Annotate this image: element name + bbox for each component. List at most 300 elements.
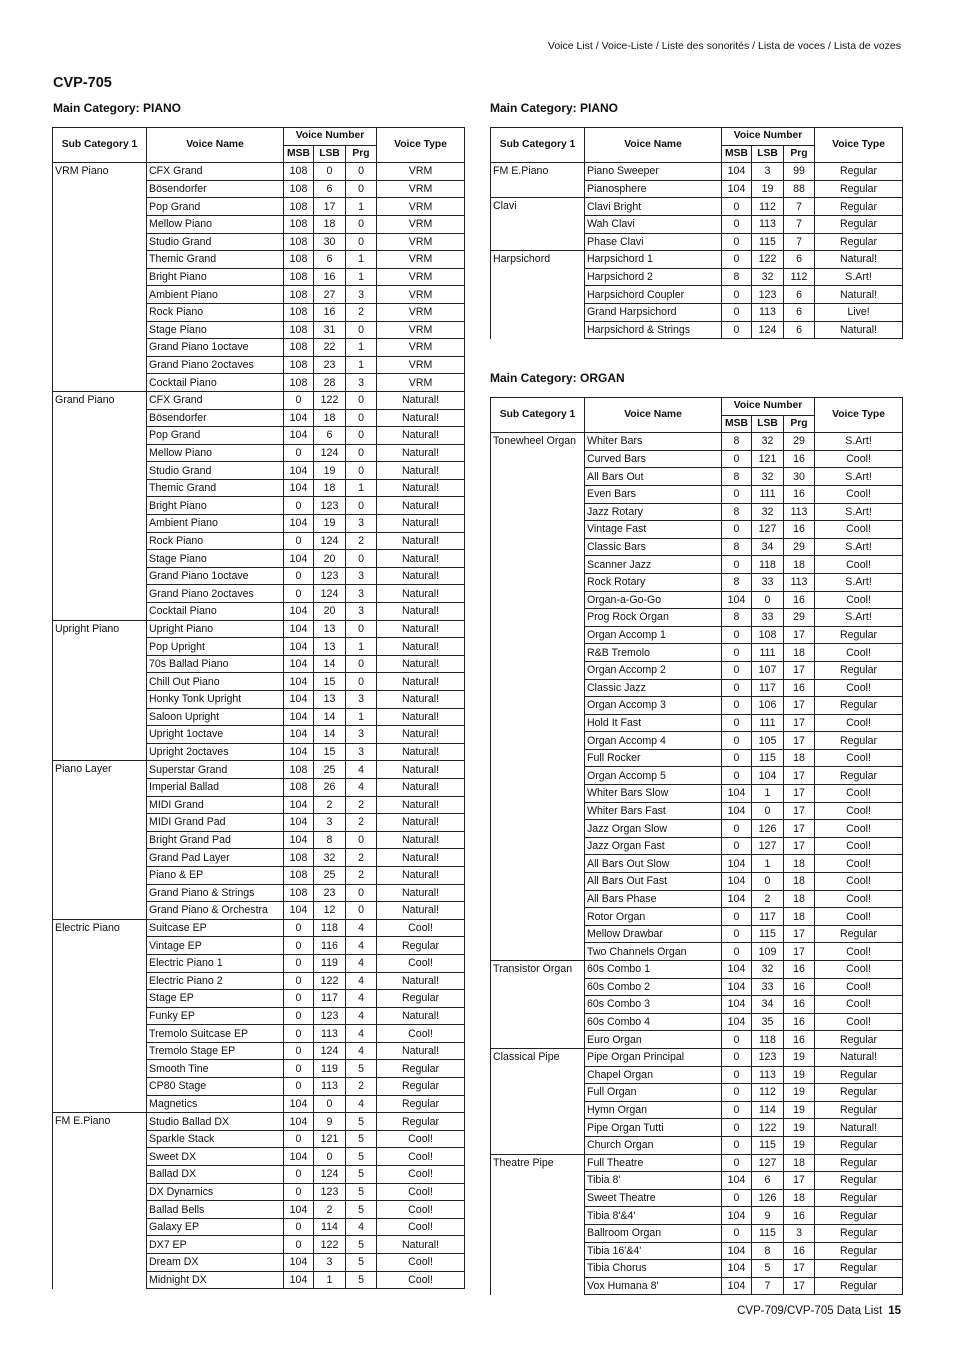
prg-cell: 2: [346, 796, 377, 814]
prg-cell: 5: [346, 1060, 377, 1078]
lsb-cell: 122: [752, 1119, 784, 1137]
voice-type-cell: Cool!: [815, 714, 903, 732]
lsb-cell: 126: [752, 1189, 784, 1207]
prg-cell: 17: [784, 697, 815, 715]
msb-cell: 0: [722, 1048, 752, 1066]
prg-cell: 16: [784, 1242, 815, 1260]
model-title: CVP-705: [53, 75, 112, 91]
lsb-cell: 124: [314, 532, 346, 550]
prg-cell: 19: [784, 1119, 815, 1137]
lsb-cell: 121: [314, 1130, 346, 1148]
msb-cell: 0: [284, 532, 314, 550]
msb-cell: 0: [722, 820, 752, 838]
prg-cell: 4: [346, 1095, 377, 1113]
lsb-cell: 3: [314, 1254, 346, 1272]
lsb-cell: 1: [752, 855, 784, 873]
voice-name-cell: Bright Piano: [147, 497, 284, 515]
voice-name-cell: Harpsichord 2: [585, 268, 722, 286]
lsb-cell: 127: [752, 521, 784, 539]
lsb-cell: 9: [752, 1207, 784, 1225]
sub-category-cell: Classical Pipe: [491, 1048, 585, 1154]
prg-cell: 4: [346, 1025, 377, 1043]
prg-cell: 5: [346, 1236, 377, 1254]
prg-cell: 0: [346, 444, 377, 462]
prg-cell: 17: [784, 837, 815, 855]
msb-cell: 0: [722, 1119, 752, 1137]
voice-type-cell: Natural!: [377, 866, 465, 884]
table-row: [53, 919, 465, 937]
msb-cell: 104: [284, 726, 314, 744]
msb-cell: 104: [284, 620, 314, 638]
prg-cell: 4: [346, 990, 377, 1008]
lsb-cell: 32: [752, 503, 784, 521]
voice-type-cell: Natural!: [377, 391, 465, 409]
lsb-cell: 18: [314, 479, 346, 497]
prg-cell: 17: [784, 820, 815, 838]
voice-type-cell: S.Art!: [815, 268, 903, 286]
table-row: [491, 1048, 903, 1066]
msb-cell: 0: [284, 497, 314, 515]
msb-cell: 0: [722, 943, 752, 961]
voice-type-cell: Natural!: [377, 550, 465, 568]
voice-name-cell: Organ Accomp 3: [585, 697, 722, 715]
lsb-cell: 32: [752, 468, 784, 486]
voice-type-cell: Regular: [377, 1095, 465, 1113]
voice-name-cell: Grand Piano & Strings: [147, 884, 284, 902]
prg-cell: 17: [784, 802, 815, 820]
voice-name-cell: Sweet Theatre: [585, 1189, 722, 1207]
sub-category-cell: Piano Layer: [53, 761, 147, 919]
voice-type-cell: Regular: [815, 1154, 903, 1172]
lsb-cell: 33: [752, 609, 784, 627]
msb-cell: 0: [284, 1007, 314, 1025]
msb-cell: 0: [722, 198, 752, 216]
lsb-cell: 118: [752, 1031, 784, 1049]
voice-name-cell: Bright Piano: [147, 268, 284, 286]
voice-type-cell: Cool!: [377, 1130, 465, 1148]
sub-category-cell: Upright Piano: [53, 620, 147, 761]
running-header: Voice List / Voice-Liste / Liste des sonorités / Lista de voces / Lista de vozes: [547, 40, 901, 52]
voice-type-cell: Natural!: [377, 1007, 465, 1025]
lsb-cell: 123: [752, 286, 784, 304]
lsb-cell: 124: [314, 1166, 346, 1184]
voice-name-cell: Ballad Bells: [147, 1201, 284, 1219]
lsb-cell: 2: [314, 796, 346, 814]
msb-cell: 0: [722, 767, 752, 785]
voice-name-cell: Whiter Bars Fast: [585, 802, 722, 820]
prg-cell: 1: [346, 638, 377, 656]
organ-voice-table: [490, 397, 903, 1295]
lsb-cell: 113: [752, 1066, 784, 1084]
voice-type-cell: Natural!: [377, 620, 465, 638]
prg-cell: 3: [346, 603, 377, 621]
prg-cell: 6: [784, 251, 815, 269]
lsb-cell: 123: [314, 1007, 346, 1025]
voice-type-cell: VRM: [377, 303, 465, 321]
voice-type-cell: Natural!: [377, 902, 465, 920]
msb-cell: 104: [284, 691, 314, 709]
prg-cell: 2: [346, 849, 377, 867]
msb-cell: 0: [722, 1136, 752, 1154]
prg-cell: 2: [346, 1078, 377, 1096]
voice-type-cell: Natural!: [377, 972, 465, 990]
prg-cell: 113: [784, 573, 815, 591]
voice-type-cell: Natural!: [377, 884, 465, 902]
voice-name-cell: Sweet DX: [147, 1148, 284, 1166]
msb-cell: 0: [284, 954, 314, 972]
lsb-cell: 124: [314, 444, 346, 462]
lsb-cell: 119: [314, 954, 346, 972]
msb-cell: 104: [284, 638, 314, 656]
table-row: [53, 620, 465, 638]
lsb-cell: 1: [752, 785, 784, 803]
msb-cell: 108: [284, 866, 314, 884]
prg-cell: 16: [784, 485, 815, 503]
msb-cell: 0: [284, 585, 314, 603]
msb-cell: 0: [722, 661, 752, 679]
lsb-cell: 26: [314, 778, 346, 796]
prg-cell: 4: [346, 937, 377, 955]
prg-cell: 6: [784, 303, 815, 321]
lsb-cell: 16: [314, 303, 346, 321]
lsb-cell: 123: [314, 497, 346, 515]
msb-cell: 0: [284, 1042, 314, 1060]
lsb-cell: 34: [752, 538, 784, 556]
prg-cell: 112: [784, 268, 815, 286]
prg-cell: 4: [346, 778, 377, 796]
voice-name-cell: Curved Bars: [585, 450, 722, 468]
msb-cell: 0: [722, 521, 752, 539]
lsb-cell: 105: [752, 732, 784, 750]
voice-type-cell: Cool!: [815, 556, 903, 574]
prg-cell: 16: [784, 521, 815, 539]
msb-cell: 104: [284, 831, 314, 849]
msb-cell: 104: [722, 978, 752, 996]
voice-name-cell: Whiter Bars Slow: [585, 785, 722, 803]
voice-type-cell: Cool!: [815, 591, 903, 609]
msb-cell: 104: [722, 1260, 752, 1278]
msb-cell: 104: [284, 673, 314, 691]
prg-cell: 1: [346, 268, 377, 286]
voice-type-cell: Live!: [815, 303, 903, 321]
lsb-cell: 6: [314, 180, 346, 198]
msb-cell: 104: [722, 785, 752, 803]
lsb-cell: 121: [752, 450, 784, 468]
voice-name-cell: Upright Piano: [147, 620, 284, 638]
lsb-cell: 115: [752, 749, 784, 767]
lsb-cell: 111: [752, 485, 784, 503]
msb-cell: 0: [722, 925, 752, 943]
msb-cell: 0: [722, 1189, 752, 1207]
prg-cell: 16: [784, 1013, 815, 1031]
prg-cell: 16: [784, 996, 815, 1014]
lsb-cell: 25: [314, 761, 346, 779]
voice-type-cell: Regular: [815, 1136, 903, 1154]
msb-cell: 0: [722, 644, 752, 662]
voice-name-cell: Organ Accomp 2: [585, 661, 722, 679]
voice-name-cell: Pipe Organ Tutti: [585, 1119, 722, 1137]
voice-name-cell: Church Organ: [585, 1136, 722, 1154]
voice-name-cell: Chapel Organ: [585, 1066, 722, 1084]
lsb-cell: 3: [314, 814, 346, 832]
lsb-cell: 127: [752, 837, 784, 855]
table-row: [53, 1113, 465, 1131]
lsb-cell: 22: [314, 339, 346, 357]
lsb-cell: 116: [314, 937, 346, 955]
msb-cell: 104: [284, 603, 314, 621]
msb-cell: 108: [284, 286, 314, 304]
prg-cell: 0: [346, 233, 377, 251]
msb-cell: 0: [722, 697, 752, 715]
voice-type-cell: S.Art!: [815, 433, 903, 451]
table-row: [491, 433, 903, 451]
lsb-cell: 114: [314, 1218, 346, 1236]
prg-cell: 5: [346, 1254, 377, 1272]
sub-category-cell: Electric Piano: [53, 919, 147, 1113]
voice-name-cell: Full Theatre: [585, 1154, 722, 1172]
prg-cell: 17: [784, 1260, 815, 1278]
msb-cell: 0: [284, 972, 314, 990]
voice-name-cell: Classic Bars: [585, 538, 722, 556]
msb-cell: 104: [284, 427, 314, 445]
prg-cell: 16: [784, 978, 815, 996]
prg-cell: 17: [784, 785, 815, 803]
lsb-cell: 2: [314, 1201, 346, 1219]
voice-name-cell: Themic Grand: [147, 479, 284, 497]
lsb-cell: 32: [752, 961, 784, 979]
voice-name-cell: Tremolo Stage EP: [147, 1042, 284, 1060]
lsb-cell: 108: [752, 626, 784, 644]
voice-name-cell: Grand Piano 2octaves: [147, 356, 284, 374]
msb-cell: 0: [284, 1183, 314, 1201]
prg-cell: 0: [346, 163, 377, 181]
voice-name-cell: Mellow Piano: [147, 444, 284, 462]
prg-cell: 2: [346, 303, 377, 321]
voice-name-cell: Vox Humana 8': [585, 1277, 722, 1295]
prg-cell: 18: [784, 749, 815, 767]
voice-name-cell: Pop Upright: [147, 638, 284, 656]
voice-type-cell: Cool!: [815, 873, 903, 891]
msb-cell: 104: [284, 550, 314, 568]
header-sub-category: Sub Category 1: [53, 128, 147, 163]
prg-cell: 3: [346, 585, 377, 603]
voice-name-cell: All Bars Out: [585, 468, 722, 486]
voice-type-cell: Cool!: [815, 820, 903, 838]
voice-type-cell: VRM: [377, 180, 465, 198]
msb-cell: 0: [284, 1218, 314, 1236]
prg-cell: 18: [784, 908, 815, 926]
lsb-cell: 28: [314, 374, 346, 392]
header-voice-name: Voice Name: [585, 398, 722, 433]
msb-cell: 104: [284, 479, 314, 497]
voice-type-cell: VRM: [377, 215, 465, 233]
voice-type-cell: VRM: [377, 268, 465, 286]
voice-type-cell: Natural!: [377, 515, 465, 533]
voice-name-cell: Cocktail Piano: [147, 603, 284, 621]
msb-cell: 0: [722, 286, 752, 304]
lsb-cell: 14: [314, 726, 346, 744]
voice-name-cell: Chill Out Piano: [147, 673, 284, 691]
voice-type-cell: Cool!: [815, 908, 903, 926]
sub-category-cell: Clavi: [491, 198, 585, 251]
voice-type-cell: Cool!: [815, 890, 903, 908]
header-voice-number: Voice Number: [722, 128, 815, 146]
msb-cell: 0: [722, 837, 752, 855]
msb-cell: 104: [284, 462, 314, 480]
msb-cell: 8: [722, 268, 752, 286]
lsb-cell: 19: [314, 515, 346, 533]
voice-name-cell: Imperial Ballad: [147, 778, 284, 796]
prg-cell: 5: [346, 1271, 377, 1289]
lsb-cell: 14: [314, 708, 346, 726]
msb-cell: 108: [284, 303, 314, 321]
lsb-cell: 8: [752, 1242, 784, 1260]
sub-category-cell: VRM Piano: [53, 163, 147, 392]
lsb-cell: 124: [752, 321, 784, 339]
prg-cell: 1: [346, 708, 377, 726]
prg-cell: 4: [346, 1218, 377, 1236]
voice-type-cell: S.Art!: [815, 503, 903, 521]
lsb-cell: 0: [752, 591, 784, 609]
lsb-cell: 13: [314, 638, 346, 656]
voice-name-cell: 60s Combo 4: [585, 1013, 722, 1031]
lsb-cell: 126: [752, 820, 784, 838]
lsb-cell: 31: [314, 321, 346, 339]
header-voice-type: Voice Type: [377, 128, 465, 163]
header-voice-name: Voice Name: [585, 128, 722, 163]
voice-name-cell: Jazz Rotary: [585, 503, 722, 521]
sub-category-cell: Grand Piano: [53, 391, 147, 620]
voice-name-cell: Grand Piano 1octave: [147, 567, 284, 585]
voice-name-cell: R&B Tremolo: [585, 644, 722, 662]
lsb-cell: 20: [314, 603, 346, 621]
voice-name-cell: MIDI Grand: [147, 796, 284, 814]
voice-type-cell: Natural!: [377, 778, 465, 796]
voice-type-cell: VRM: [377, 321, 465, 339]
lsb-cell: 124: [314, 585, 346, 603]
prg-cell: 4: [346, 1007, 377, 1025]
prg-cell: 29: [784, 538, 815, 556]
voice-type-cell: Natural!: [377, 743, 465, 761]
voice-type-cell: Cool!: [815, 1013, 903, 1031]
sub-category-cell: FM E.Piano: [491, 163, 585, 198]
msb-cell: 0: [284, 444, 314, 462]
sub-category-cell: FM E.Piano: [53, 1113, 147, 1289]
msb-cell: 0: [722, 450, 752, 468]
prg-cell: 0: [346, 462, 377, 480]
prg-cell: 16: [784, 1207, 815, 1225]
page-footer: [737, 1305, 901, 1317]
prg-cell: 7: [784, 198, 815, 216]
voice-name-cell: Organ Accomp 1: [585, 626, 722, 644]
msb-cell: 104: [722, 1277, 752, 1295]
msb-cell: 104: [284, 743, 314, 761]
prg-cell: 113: [784, 503, 815, 521]
lsb-cell: 117: [752, 908, 784, 926]
lsb-cell: 118: [314, 919, 346, 937]
voice-type-cell: VRM: [377, 163, 465, 181]
lsb-cell: 33: [752, 573, 784, 591]
msb-cell: 0: [284, 919, 314, 937]
voice-name-cell: Euro Organ: [585, 1031, 722, 1049]
voice-type-cell: VRM: [377, 339, 465, 357]
voice-type-cell: Regular: [815, 1189, 903, 1207]
msb-cell: 104: [722, 1172, 752, 1190]
voice-name-cell: Upright 2octaves: [147, 743, 284, 761]
prg-cell: 4: [346, 1042, 377, 1060]
prg-cell: 29: [784, 609, 815, 627]
lsb-cell: 114: [752, 1101, 784, 1119]
voice-type-cell: Natural!: [377, 831, 465, 849]
msb-cell: 0: [284, 1025, 314, 1043]
prg-cell: 17: [784, 661, 815, 679]
voice-type-cell: Regular: [815, 1172, 903, 1190]
msb-cell: 108: [284, 163, 314, 181]
lsb-cell: 113: [314, 1078, 346, 1096]
msb-cell: 104: [722, 1242, 752, 1260]
lsb-cell: 115: [752, 233, 784, 251]
voice-name-cell: Honky Tonk Upright: [147, 691, 284, 709]
lsb-cell: 6: [314, 251, 346, 269]
lsb-cell: 1: [314, 1271, 346, 1289]
msb-cell: 104: [722, 591, 752, 609]
voice-name-cell: Harpsichord & Strings: [585, 321, 722, 339]
voice-type-cell: Cool!: [377, 1166, 465, 1184]
voice-type-cell: Regular: [815, 233, 903, 251]
lsb-cell: 25: [314, 866, 346, 884]
voice-type-cell: Natural!: [377, 585, 465, 603]
voice-type-cell: Cool!: [815, 785, 903, 803]
lsb-cell: 15: [314, 743, 346, 761]
voice-name-cell: Electric Piano 1: [147, 954, 284, 972]
msb-cell: 0: [722, 679, 752, 697]
msb-cell: 0: [722, 233, 752, 251]
prg-cell: 5: [346, 1201, 377, 1219]
lsb-cell: 111: [752, 644, 784, 662]
voice-type-cell: VRM: [377, 198, 465, 216]
header-prg: Prg: [784, 415, 815, 433]
prg-cell: 5: [346, 1148, 377, 1166]
voice-name-cell: All Bars Phase: [585, 890, 722, 908]
msb-cell: 0: [722, 626, 752, 644]
header-prg: Prg: [346, 145, 377, 163]
voice-name-cell: Grand Piano & Orchestra: [147, 902, 284, 920]
prg-cell: 16: [784, 450, 815, 468]
msb-cell: 108: [284, 198, 314, 216]
header-sub-category: Sub Category 1: [491, 128, 585, 163]
header-sub-category: Sub Category 1: [491, 398, 585, 433]
header-lsb: LSB: [752, 415, 784, 433]
lsb-cell: 6: [752, 1172, 784, 1190]
prg-cell: 4: [346, 761, 377, 779]
voice-name-cell: All Bars Out Fast: [585, 873, 722, 891]
voice-name-cell: Rotor Organ: [585, 908, 722, 926]
lsb-cell: 20: [314, 550, 346, 568]
msb-cell: 8: [722, 468, 752, 486]
prg-cell: 19: [784, 1084, 815, 1102]
msb-cell: 108: [284, 849, 314, 867]
voice-type-cell: Regular: [377, 1078, 465, 1096]
voice-type-cell: Cool!: [815, 450, 903, 468]
voice-type-cell: Natural!: [377, 1042, 465, 1060]
voice-type-cell: Natural!: [377, 796, 465, 814]
prg-cell: 16: [784, 961, 815, 979]
voice-name-cell: Saloon Upright: [147, 708, 284, 726]
prg-cell: 19: [784, 1066, 815, 1084]
msb-cell: 0: [722, 1101, 752, 1119]
voice-name-cell: Grand Piano 1octave: [147, 339, 284, 357]
voice-name-cell: Even Bars: [585, 485, 722, 503]
